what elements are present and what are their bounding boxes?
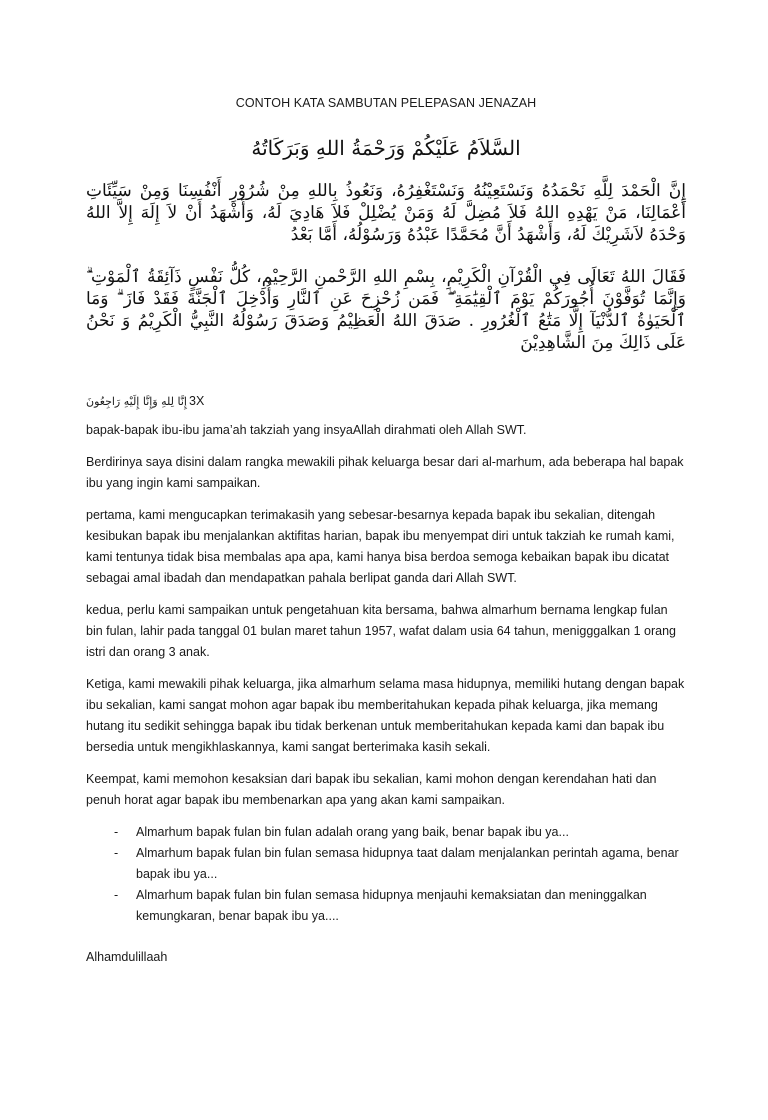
istirja-count: 3X	[189, 394, 205, 408]
list-item	[114, 885, 686, 927]
list-marker: -	[114, 888, 119, 902]
list-item	[114, 822, 686, 843]
list-item-text: Almarhum bapak fulan bin fulan semasa hidupnya taat dalam menjalankan perintah agama, benar bapak ibu ya...	[136, 846, 679, 881]
list-marker: -	[114, 846, 119, 860]
paragraph: bapak-bapak ibu-ibu jama’ah takziah yang insyaAllah dirahmati oleh Allah SWT.	[86, 423, 527, 437]
istirja-line	[86, 394, 686, 408]
istirja-arabic: إِنَّا لِلهِ وَإِنَّا إِلَيْهِ رَاجِعُونَ	[86, 394, 187, 408]
salam-greeting: السَّلاَمُ عَلَيْكُمْ وَرَحْمَةُ اللهِ وَبَرَكَاتُهُ	[251, 136, 521, 160]
paragraph: Berdirinya saya disini dalam rangka mewakili pihak keluarga besar dari al-marhum, ada beberapa hal bapak ibu yang ingin kami sampaikan.	[86, 455, 684, 490]
paragraph: pertama, kami mengucapkan terimakasih yang sebesar-besarnya kepada bapak ibu sekalian, ditengah kesibukan bapak ibu menjalankan aktifitas harian, bapak ibu menyempat diri untuk takziah ke rumah kami, kami tentunya tidak bisa membalas apa apa, kami hanya bisa berdoa semoga kebaikan bapak ibu dicatat sebagai amal ibadah dan mendapatkan pahala berlipat ganda dari Allah SWT.	[86, 508, 675, 585]
list-marker: -	[114, 825, 119, 839]
opening-prayer: إِنَّ الْحَمْدَ لِلَّهِ نَحْمَدُهُ وَنَسْتَعِيْنُهُ وَنَسْتَغْفِرُهُ، وَنَعُوذُ بِاللهِ مِنْ شُرُوْرِ أَنْفُسِنَا وَمِنْ سَيِّئَاتِ أَعْمَالِنَا، مَنْ يَهْدِهِ اللهُ فَلاَ مُضِلَّ لَهُ وَمَنْ يُضْلِلْ فَلاَ هَادِيَ لَهُ، وَأَشْهَدُ أَنْ لاَ إِلَهَ إِلاَّ اللهُ وَحْدَهُ لاَشَرِيْكَ لَهُ، وَأَشْهَدُ أَنَّ مُحَمَّدًا عَبْدُهُ وَرَسُوْلُهُ، أَمَّا بَعْدُ	[86, 181, 686, 245]
document-title: CONTOH KATA SAMBUTAN PELEPASAN JENAZAH	[235, 96, 537, 110]
document-page	[0, 96, 768, 1120]
paragraph: kedua, perlu kami sampaikan untuk pengetahuan kita bersama, bahwa almarhum bernama lengkap fulan bin fulan, lahir pada tanggal 01 bulan maret tahun 1957, wafat dalam usia 64 tahun, menigggalkan 1 orang istri dan orang 3 anak.	[86, 603, 677, 659]
paragraph: Ketiga, kami mewakili pihak keluarga, jika almarhum selama masa hidupnya, memiliki hutang dengan bapak ibu sekalian, kami sangat mohon agar bapak ibu memberitahukan kepada pihak keluarga, jika memang hutang itu sedikit sehingga bapak ibu tidak berkenan untuk memberitahukan kepada kami dan bapak ibu bersedia untuk mengikhlaskannya, kami sangat berterimaka kasih sekali.	[86, 677, 685, 754]
closing-text: Alhamdulillaah	[86, 950, 168, 964]
list-item	[114, 843, 686, 885]
list-item-text: Almarhum bapak fulan bin fulan semasa hidupnya menjauhi kemaksiatan dan meninggalkan kemungkaran, benar bapak ibu ya....	[136, 888, 647, 923]
body-text	[86, 420, 686, 811]
testimony-list	[86, 822, 686, 927]
list-item-text: Almarhum bapak fulan bin fulan adalah orang yang baik, benar bapak ibu ya...	[136, 825, 569, 839]
quran-verse: فَقَالَ اللهُ تَعَالَى فِي الْقُرْآنِ الْكَرِيْمِ، بِسْمِ اللهِ الرَّحْمنِ الرَّحِيْمِ، كُلُّ نَفْسٍ ذَآئِقَةُ ٱلْمَوْتِ ۗ وَإِنَّمَا تُوَفَّوْنَ أُجُورَكُمْ يَوْمَ ٱلْقِيَٰمَةِ ۖ فَمَن زُحْزِحَ عَنِ ٱلنَّارِ وَأُدْخِلَ ٱلْجَنَّةَ فَقَدْ فَازَ ۗ وَمَا ٱلْحَيَوٰةُ ٱلدُّنْيَآ إِلَّا مَتَٰعُ ٱلْغُرُورِ . صَدَقَ اللهُ الْعَظِيْمُ وَصَدَقَ رَسُوْلُهُ النَّبِيُّ الْكَرِيْمُ وَ نَحْنُ عَلَى ذَالِكَ مِنَ الشَّاهِدِيْنَ	[86, 267, 686, 353]
paragraph: Keempat, kami memohon kesaksian dari bapak ibu sekalian, kami mohon dengan kerendahan hati dan penuh horat agar bapak ibu membenarkan apa yang akan kami sampaikan.	[86, 772, 657, 807]
